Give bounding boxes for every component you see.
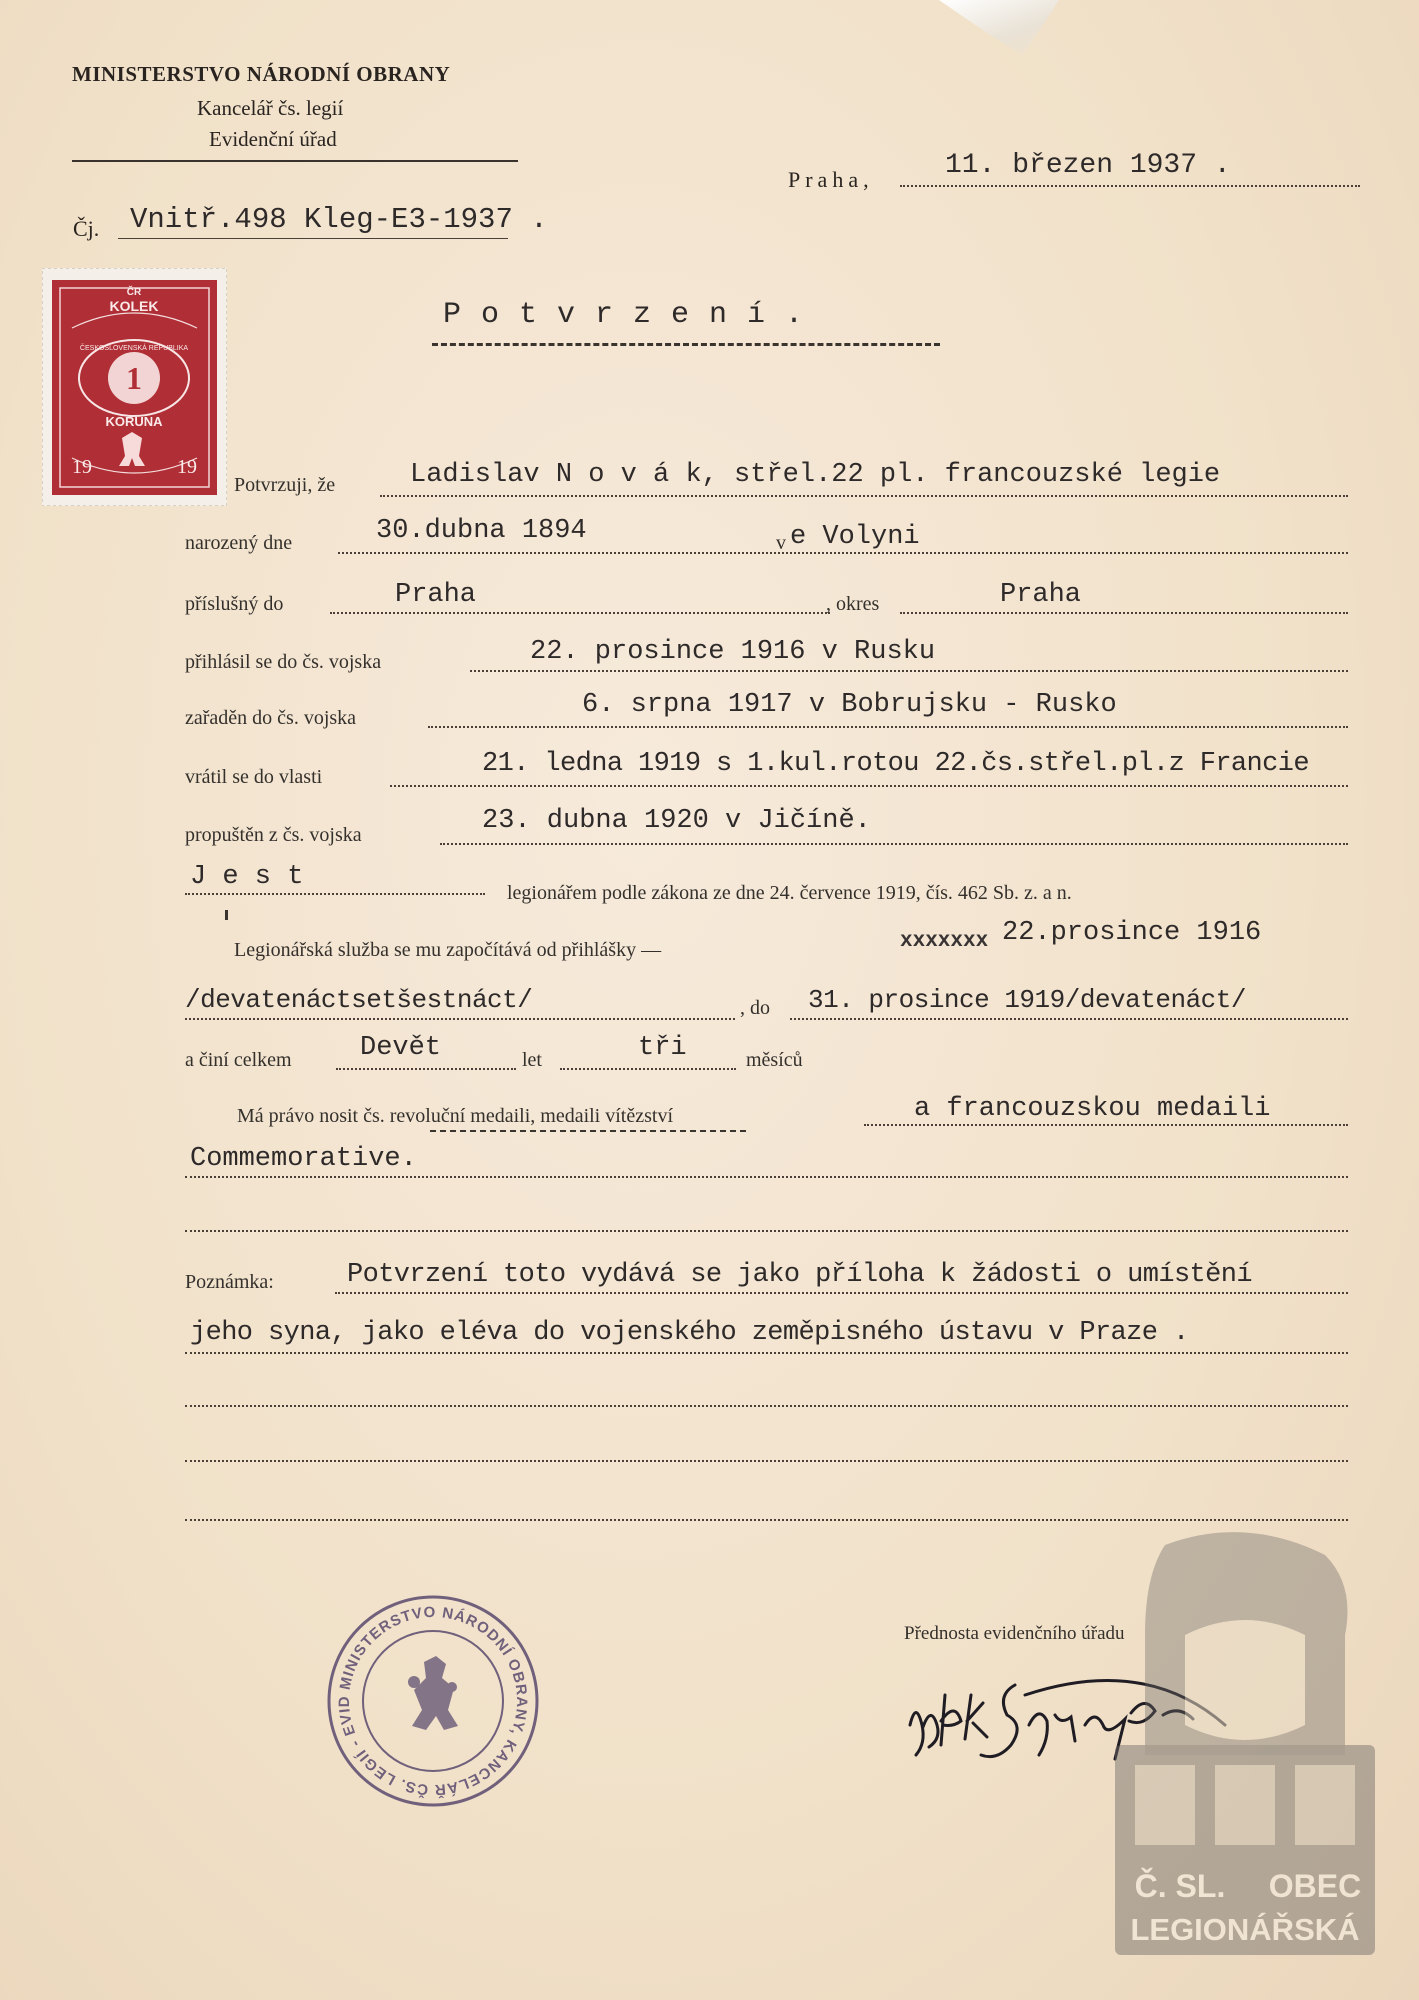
legion-watermark xyxy=(1105,1525,1385,1965)
discharged-label: propuštěn z čs. vojska xyxy=(185,824,362,846)
returned-line xyxy=(390,785,1348,787)
shield-icon-1 xyxy=(1135,1765,1195,1845)
blank-line-3 xyxy=(185,1460,1348,1462)
months-line xyxy=(560,1068,736,1070)
born-place-prefix: v xyxy=(776,532,786,554)
watermark-line-3: LEGIONÁŘSKÁ xyxy=(1130,1912,1360,1947)
returned-label: vrátil se do vlasti xyxy=(185,766,323,788)
medals-label: Má právo nosit čs. revoluční medaili, medaili vítězství xyxy=(237,1105,674,1127)
months-label: měsíců xyxy=(746,1049,803,1071)
years-line xyxy=(336,1068,516,1070)
domicile-line xyxy=(330,612,830,614)
assigned-label: zařaděn do čs. vojska xyxy=(185,707,357,729)
domicile-value: Praha xyxy=(395,580,477,610)
district-label: , okres xyxy=(826,593,880,615)
watermark-line-2: OBEC xyxy=(1268,1868,1362,1904)
born-line xyxy=(338,552,1348,554)
document-title: Potvrzení. xyxy=(443,298,824,332)
medals-line xyxy=(864,1124,1348,1126)
stamp-country: ČESKOSLOVENSKÁ REPUBLIKA xyxy=(79,345,189,352)
medals-value-line2: Commemorative. xyxy=(190,1144,417,1174)
enlisted-value: 22. prosince 1916 v Rusku xyxy=(530,637,936,667)
discharged-line xyxy=(440,843,1348,845)
service-from-line xyxy=(185,1018,735,1020)
stamp-top-text: ČR xyxy=(126,287,142,298)
note-text-2: jeho syna, jako eléva do vojenského zeměpisného ústavu v Praze . xyxy=(190,1318,1189,1348)
returned-value: 21. ledna 1919 s 1.kul.rotou 22.čs.střel.pl.z Francie xyxy=(482,749,1309,779)
confirm-value: Ladislav N o v á k, střel.22 pl. francouzské legie xyxy=(410,460,1221,490)
district-line xyxy=(900,612,1348,614)
discharged-value: 23. dubna 1920 v Jičíně. xyxy=(482,806,871,836)
medals-underline xyxy=(430,1130,746,1132)
place-label: Praha, xyxy=(788,167,874,192)
shield-icon-3 xyxy=(1295,1765,1355,1845)
margin-mark xyxy=(225,910,228,920)
stamp-year-right: 19 xyxy=(177,456,197,478)
blank-line-4 xyxy=(185,1519,1348,1521)
reference-number: Vnitř.498 Kleg-E3-1937 . xyxy=(130,203,548,236)
title-underline xyxy=(432,343,940,346)
shield-icon-2 xyxy=(1215,1765,1275,1845)
confirm-line xyxy=(380,495,1348,497)
seal-lion-icon xyxy=(408,1656,458,1730)
medals-value: a francouzskou medaili xyxy=(914,1094,1271,1124)
enlisted-line xyxy=(470,670,1348,672)
service-from-date: 22.prosince 1916 xyxy=(1002,918,1262,948)
status-value: J e s t xyxy=(190,862,304,892)
born-date: 30.dubna 1894 xyxy=(376,516,587,546)
enlisted-label: přihlásil se do čs. vojska xyxy=(185,651,382,673)
service-to-line xyxy=(790,1018,1348,1020)
seal-text: MINISTERSTVO NÁRODNÍ OBRANY, KANCELÁŘ ČS. LEGIÍ - EVID xyxy=(335,1603,531,1799)
official-seal xyxy=(324,1592,542,1810)
assigned-value: 6. srpna 1917 v Bobrujsku - Rusko xyxy=(582,690,1117,720)
stamp-denomination: 1 xyxy=(126,360,142,396)
total-years: Devět xyxy=(360,1033,442,1063)
total-months: tři xyxy=(638,1033,687,1063)
reference-line xyxy=(118,238,508,239)
born-label: narozený dne xyxy=(185,532,293,554)
confirm-label: Potvrzuji, že xyxy=(234,474,336,496)
service-struck-text: xxxxxxx xyxy=(900,930,989,953)
reference-label: Čj. xyxy=(73,216,100,241)
note-line-1 xyxy=(335,1292,1348,1294)
service-to-label: , do xyxy=(740,997,770,1019)
signatory-title: Přednosta evidenčního úřadu xyxy=(904,1623,1125,1644)
blank-line-2 xyxy=(185,1405,1348,1407)
assigned-line xyxy=(428,726,1348,728)
status-line xyxy=(185,893,485,895)
ministry-heading: MINISTERSTVO NÁRODNÍ OBRANY xyxy=(72,62,451,86)
document-date: 11. březen 1937 . xyxy=(945,150,1231,181)
stamp-label: KOLEK xyxy=(109,298,159,314)
domicile-label: příslušný do xyxy=(185,593,284,615)
blank-line-1 xyxy=(185,1230,1348,1232)
stamp-unit: KORUNA xyxy=(105,414,163,429)
district-value: Praha xyxy=(1000,580,1082,610)
status-label: legionářem podle zákona ze dne 24. července 1919, čís. 462 Sb. z. a n. xyxy=(507,882,1072,904)
office-heading: Kancelář čs. legií xyxy=(197,96,344,120)
registry-heading: Evidenční úřad xyxy=(209,127,337,151)
revenue-stamp xyxy=(42,268,227,506)
total-label: a činí celkem xyxy=(185,1049,292,1071)
born-place: e Volyni xyxy=(790,522,920,552)
header-rule xyxy=(72,160,518,162)
note-text-1: Potvrzení toto vydává se jako příloha k žádosti o umístění xyxy=(347,1260,1252,1290)
medals-line-2 xyxy=(185,1176,1348,1178)
service-to-value: 31. prosince 1919/devatenáct/ xyxy=(808,985,1246,1015)
service-from-words: /devatenáctsetšestnáct/ xyxy=(185,985,533,1015)
years-label: let xyxy=(522,1049,542,1071)
note-line-2 xyxy=(185,1352,1348,1354)
date-line xyxy=(900,185,1360,187)
note-label: Poznámka: xyxy=(185,1271,274,1293)
watermark-line-1: Č. SL. xyxy=(1134,1868,1226,1904)
stamp-year-left: 19 xyxy=(72,456,92,478)
service-label: Legionářská služba se mu započítává od přihlášky — xyxy=(234,939,662,961)
